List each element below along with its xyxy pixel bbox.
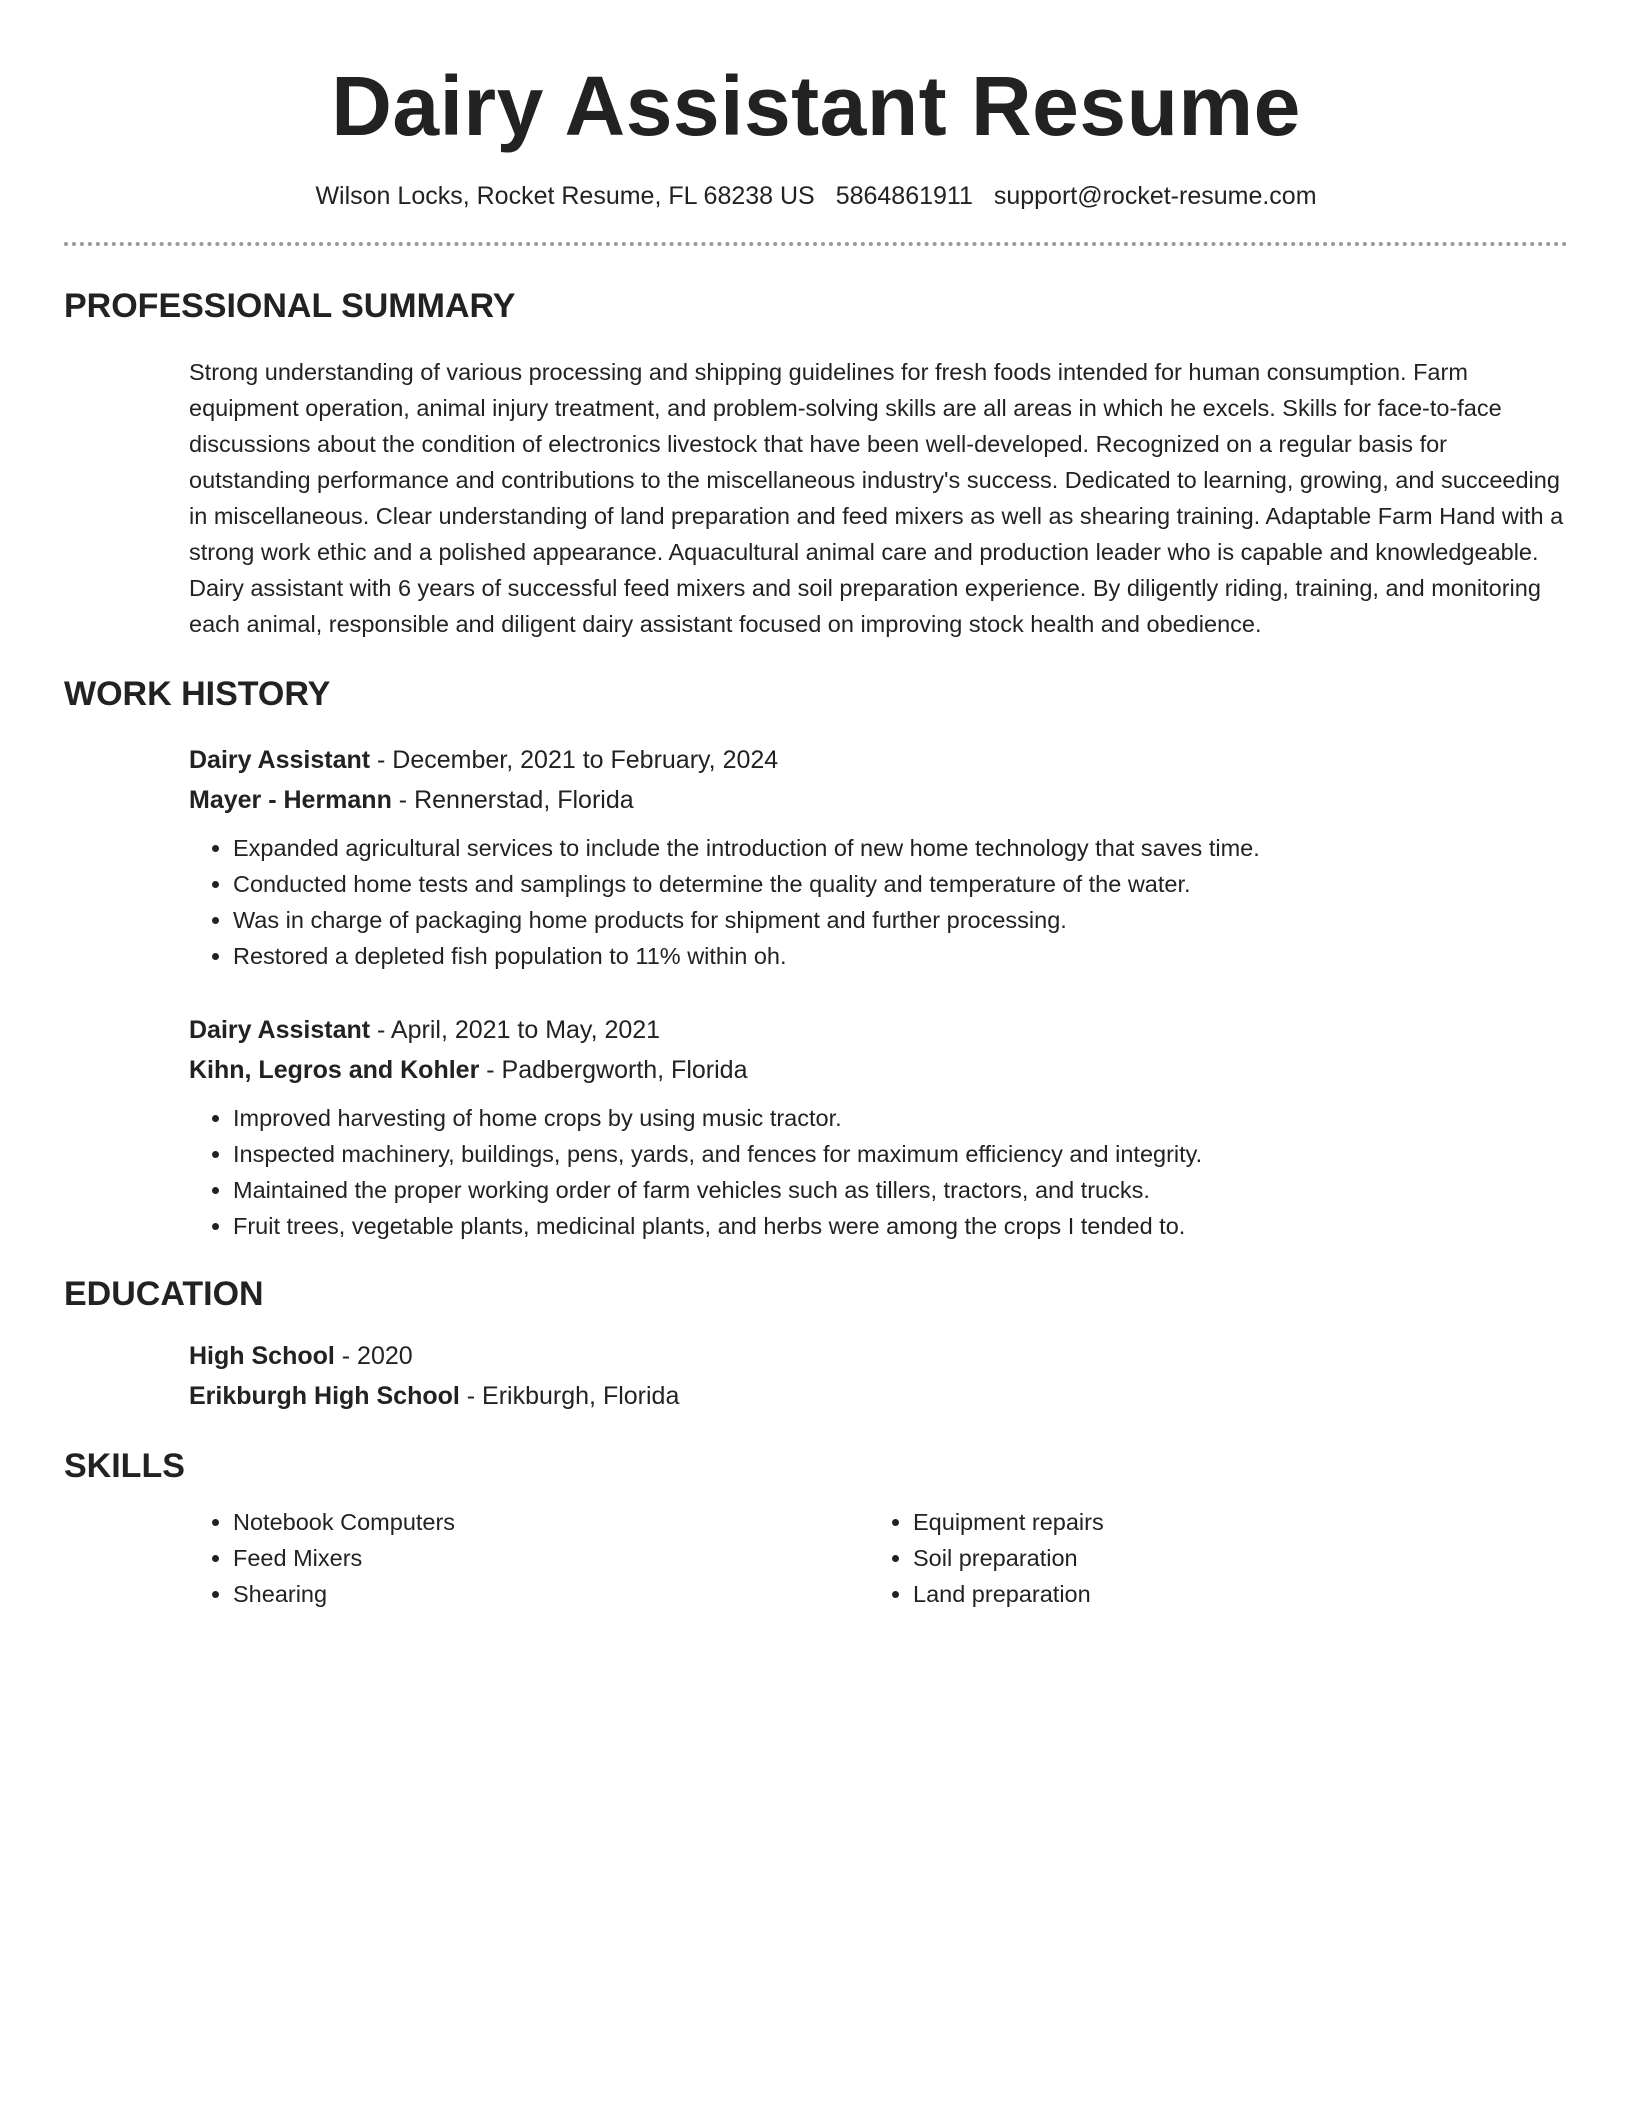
- skill-item: • Notebook Computers: [233, 1504, 869, 1540]
- education-year: - 2020: [334, 1342, 413, 1370]
- job-company: Mayer - Hermann: [189, 786, 392, 814]
- list-item: • Inspected machinery, buildings, pens, yards, and fences for maximum efficiency and integrity.: [233, 1136, 1568, 1172]
- resume-title: Dairy Assistant Resume: [331, 59, 1301, 153]
- summary-section: [64, 286, 1568, 642]
- job-location: - Padbergworth, Florida: [479, 1056, 748, 1084]
- job-role-line: [189, 1010, 1568, 1050]
- skills-column-left: [189, 1504, 869, 1612]
- contact-email[interactable]: support@rocket-resume.com: [993, 182, 1317, 210]
- list-item: • Expanded agricultural services to include the introduction of new home technology that saves time.: [233, 830, 1568, 866]
- list-item: • Conducted home tests and samplings to determine the quality and temperature of the water.: [233, 866, 1568, 902]
- job-dates: - April, 2021 to May, 2021: [370, 1016, 661, 1044]
- skill-item: • Shearing: [233, 1576, 869, 1612]
- skill-item: • Land preparation: [913, 1576, 1549, 1612]
- education-degree: High School: [189, 1342, 335, 1370]
- summary-text: Strong understanding of various processing and shipping guidelines for fresh foods intended for human consumption. Farm equipment operation, animal injury treatment, and problem-solving skills are all areas in which he excels. Skills for face-to-face discussions about the condition of electronics livestock that have been well-developed. Recognized on a regular basis for outstanding performance and contributions to the miscellaneous industry's success. Dedicated to learning, growing, and succeeding in miscellaneous. Clear understanding of land preparation and feed mixers as well as shearing training. Adaptable Farm Hand with a strong work ethic and a polished appearance. Aquacultural animal care and production leader who is capable and knowledgeable. Dairy assistant with 6 years of successful feed mixers and soil preparation experience. By diligently riding, training, and monitoring each animal, responsible and diligent dairy assistant focused on improving stock health and obedience.: [189, 359, 1564, 637]
- skills-section: [64, 1446, 1568, 1612]
- job-entry: [189, 740, 1568, 974]
- education-location: - Erikburgh, Florida: [459, 1382, 680, 1410]
- skills-column-right: [869, 1504, 1549, 1612]
- skill-item: • Soil preparation: [913, 1540, 1549, 1576]
- contact-line: [64, 180, 1568, 212]
- work-history-section: [64, 674, 1568, 1244]
- job-bullets: [189, 1100, 1568, 1244]
- job-company-line: [189, 780, 1568, 820]
- job-dates: - December, 2021 to February, 2024: [370, 746, 779, 774]
- job-company: Kihn, Legros and Kohler: [189, 1056, 480, 1084]
- job-role: Dairy Assistant: [189, 746, 371, 774]
- skills-heading: SKILLS: [64, 1447, 185, 1485]
- contact-phone[interactable]: 5864861911: [835, 182, 973, 210]
- job-company-line: [189, 1050, 1568, 1090]
- job-role-line: [189, 740, 1568, 780]
- contact-address: Wilson Locks, Rocket Resume, FL 68238 US: [315, 182, 815, 210]
- job-entry: [189, 1010, 1568, 1244]
- job-bullets: [189, 830, 1568, 974]
- job-location: - Rennerstad, Florida: [391, 786, 634, 814]
- education-heading: EDUCATION: [64, 1275, 264, 1313]
- education-section: [64, 1274, 1568, 1416]
- education-degree-line: [189, 1336, 1568, 1376]
- list-item: • Improved harvesting of home crops by using music tractor.: [233, 1100, 1568, 1136]
- list-item: • Fruit trees, vegetable plants, medicinal plants, and herbs were among the crops I tended to.: [233, 1208, 1568, 1244]
- skill-item: • Equipment repairs: [913, 1504, 1549, 1540]
- education-school: Erikburgh High School: [189, 1382, 460, 1410]
- skill-item: • Feed Mixers: [233, 1540, 869, 1576]
- skills-grid: [189, 1504, 1568, 1612]
- work-history-heading: WORK HISTORY: [64, 675, 331, 713]
- summary-heading: PROFESSIONAL SUMMARY: [64, 287, 516, 325]
- list-item: • Was in charge of packaging home products for shipment and further processing.: [233, 902, 1568, 938]
- education-school-line: [189, 1376, 1568, 1416]
- job-role: Dairy Assistant: [189, 1016, 371, 1044]
- header-divider: [64, 242, 1568, 246]
- list-item: • Restored a depleted fish population to 11% within oh.: [233, 938, 1568, 974]
- list-item: • Maintained the proper working order of farm vehicles such as tillers, tractors, and trucks.: [233, 1172, 1568, 1208]
